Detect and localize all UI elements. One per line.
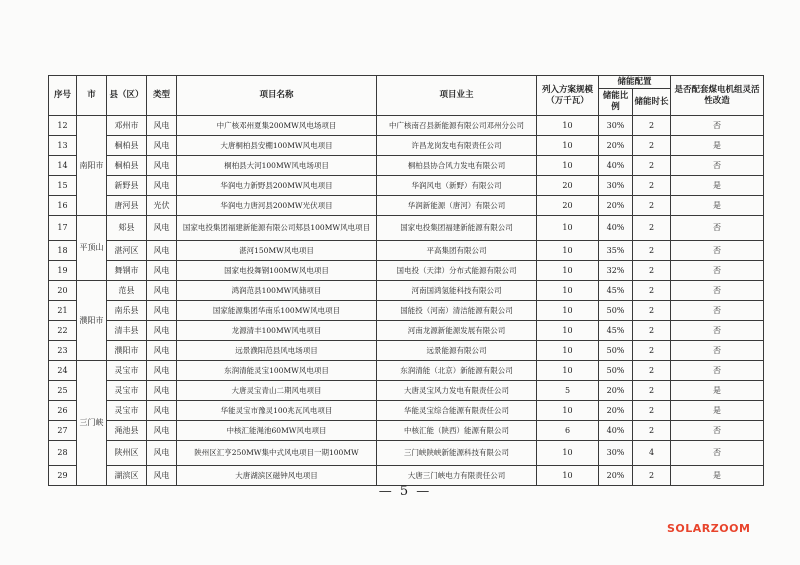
duration-cell: 2 [633,116,671,136]
type-cell: 风电 [147,421,177,441]
scale-cell: 5 [537,381,599,401]
table-row [49,401,764,421]
owner-cell: 中核汇能（陕西）能源有限公司 [377,421,537,441]
ratio-cell: 20% [599,196,633,216]
owner-cell: 平高集团有限公司 [377,241,537,261]
county-cell: 范县 [107,281,147,301]
table-row [49,261,764,281]
ratio-cell: 30% [599,116,633,136]
ratio-cell: 32% [599,261,633,281]
owner-cell: 河南龙源新能源发展有限公司 [377,321,537,341]
owner-cell: 大唐灵宝风力发电有限责任公司 [377,381,537,401]
county-cell: 灵宝市 [107,401,147,421]
header-coal: 是否配套煤电机组灵活性改造 [671,76,764,116]
county-cell: 湛河区 [107,241,147,261]
project-name-cell: 中核汇能渑池60MW风电项目 [177,421,377,441]
header-owner: 项目业主 [377,76,537,116]
project-name-cell: 大唐灵宝青山二期风电项目 [177,381,377,401]
city-cell: 三门峡 [77,361,107,486]
duration-cell: 2 [633,401,671,421]
seq-cell: 24 [49,361,77,381]
table-row [49,421,764,441]
county-cell: 郏县 [107,216,147,241]
ratio-cell: 30% [599,176,633,196]
scale-cell: 10 [537,281,599,301]
duration-cell: 2 [633,261,671,281]
project-name-cell: 国家能源集团华南乐100MW风电项目 [177,301,377,321]
type-cell: 光伏 [147,196,177,216]
scale-cell: 10 [537,241,599,261]
type-cell: 风电 [147,156,177,176]
type-cell: 风电 [147,281,177,301]
owner-cell: 华润风电（新野）有限公司 [377,176,537,196]
county-cell: 陕州区 [107,441,147,466]
project-name-cell: 远景濮阳范县风电场项目 [177,341,377,361]
table-row [49,216,764,241]
ratio-cell: 45% [599,281,633,301]
scale-cell: 10 [537,441,599,466]
duration-cell: 2 [633,421,671,441]
ratio-cell: 20% [599,466,633,486]
header-seq: 序号 [49,76,77,116]
duration-cell: 4 [633,441,671,466]
ratio-cell: 50% [599,301,633,321]
ratio-cell: 40% [599,216,633,241]
duration-cell: 2 [633,301,671,321]
type-cell: 风电 [147,401,177,421]
coal-cell: 否 [671,156,764,176]
owner-cell: 远景能源有限公司 [377,341,537,361]
scale-cell: 10 [537,401,599,421]
scale-cell: 10 [537,301,599,321]
coal-cell: 是 [671,381,764,401]
seq-cell: 15 [49,176,77,196]
project-name-cell: 大唐桐柏县安棚100MW风电项目 [177,136,377,156]
project-name-cell: 国家电投舞钢100MW风电项目 [177,261,377,281]
project-name-cell: 桐柏县大河100MW风电场项目 [177,156,377,176]
project-name-cell: 国家电投集团福建新能源有限公司郏县100MW风电项目 [177,216,377,241]
coal-cell: 是 [671,466,764,486]
type-cell: 风电 [147,361,177,381]
scale-cell: 10 [537,466,599,486]
duration-cell: 2 [633,241,671,261]
project-name-cell: 中广核邓州夏集200MW风电场项目 [177,116,377,136]
scale-cell: 10 [537,321,599,341]
scale-cell: 10 [537,341,599,361]
coal-cell: 是 [671,196,764,216]
coal-cell: 否 [671,341,764,361]
duration-cell: 2 [633,281,671,301]
project-name-cell: 龙源清丰100MW风电项目 [177,321,377,341]
page-number: — 5 — [378,484,432,499]
owner-cell: 华能灵宝综合能源有限责任公司 [377,401,537,421]
project-name-cell: 大唐湖滨区磁钟风电项目 [177,466,377,486]
ratio-cell: 35% [599,241,633,261]
scale-cell: 20 [537,196,599,216]
owner-cell: 华润新能源（唐河）有限公司 [377,196,537,216]
seq-cell: 20 [49,281,77,301]
owner-cell: 中广核南召县新能源有限公司邓州分公司 [377,116,537,136]
table-row [49,116,764,136]
owner-cell: 东润清能（北京）新能源有限公司 [377,361,537,381]
table-row [49,441,764,466]
table-row [49,341,764,361]
ratio-cell: 40% [599,421,633,441]
table-row [49,466,764,486]
table-row [49,156,764,176]
project-name-cell: 华能灵宝市豫灵100兆瓦风电项目 [177,401,377,421]
table-row [49,281,764,301]
ratio-cell: 40% [599,156,633,176]
ratio-cell: 50% [599,341,633,361]
county-cell: 舞钢市 [107,261,147,281]
coal-cell: 否 [671,421,764,441]
coal-cell: 否 [671,216,764,241]
type-cell: 风电 [147,341,177,361]
seq-cell: 16 [49,196,77,216]
seq-cell: 23 [49,341,77,361]
scale-cell: 10 [537,136,599,156]
coal-cell: 否 [671,361,764,381]
ratio-cell: 20% [599,381,633,401]
seq-cell: 22 [49,321,77,341]
owner-cell: 河南国鸿氢能科技有限公司 [377,281,537,301]
project-name-cell: 湛河150MW风电项目 [177,241,377,261]
table-row [49,196,764,216]
table-row [49,381,764,401]
scale-cell: 10 [537,216,599,241]
header-ratio: 储能比例 [599,89,633,116]
table-row [49,136,764,156]
duration-cell: 2 [633,196,671,216]
seq-cell: 27 [49,421,77,441]
header-scale: 列入方案规模（万千瓦） [537,76,599,116]
coal-cell: 否 [671,321,764,341]
county-cell: 邓州市 [107,116,147,136]
table-body [49,116,764,486]
seq-cell: 18 [49,241,77,261]
county-cell: 清丰县 [107,321,147,341]
project-name-cell: 华润电力唐河县200MW光伏项目 [177,196,377,216]
owner-cell: 国能投（河南）清洁能源有限公司 [377,301,537,321]
owner-cell: 大唐三门峡电力有限责任公司 [377,466,537,486]
duration-cell: 2 [633,361,671,381]
ratio-cell: 20% [599,401,633,421]
type-cell: 风电 [147,136,177,156]
owner-cell: 国电投（天津）分布式能源有限公司 [377,261,537,281]
county-cell: 灵宝市 [107,361,147,381]
coal-cell: 否 [671,261,764,281]
ratio-cell: 45% [599,321,633,341]
type-cell: 风电 [147,116,177,136]
type-cell: 风电 [147,301,177,321]
type-cell: 风电 [147,381,177,401]
duration-cell: 2 [633,136,671,156]
county-cell: 濮阳市 [107,341,147,361]
type-cell: 风电 [147,466,177,486]
owner-cell: 桐柏县协合风力发电有限公司 [377,156,537,176]
seq-cell: 14 [49,156,77,176]
project-table [48,75,764,486]
seq-cell: 29 [49,466,77,486]
coal-cell: 是 [671,136,764,156]
duration-cell: 2 [633,381,671,401]
coal-cell: 否 [671,241,764,261]
city-cell: 南阳市 [77,116,107,216]
coal-cell: 是 [671,401,764,421]
table-row [49,361,764,381]
header-county: 县（区） [107,76,147,116]
duration-cell: 2 [633,341,671,361]
seq-cell: 21 [49,301,77,321]
header-type: 类型 [147,76,177,116]
header-duration: 储能时长 [633,89,671,116]
project-name-cell: 华润电力新野县200MW风电项目 [177,176,377,196]
county-cell: 新野县 [107,176,147,196]
owner-cell: 许昌龙岗发电有限责任公司 [377,136,537,156]
type-cell: 风电 [147,241,177,261]
table-row [49,301,764,321]
seq-cell: 12 [49,116,77,136]
county-cell: 桐柏县 [107,156,147,176]
city-cell: 濮阳市 [77,281,107,361]
project-name-cell: 鸿润范县100MW风储项目 [177,281,377,301]
scale-cell: 10 [537,261,599,281]
owner-cell: 三门峡陕峡新能源科技有限公司 [377,441,537,466]
seq-cell: 19 [49,261,77,281]
duration-cell: 2 [633,176,671,196]
type-cell: 风电 [147,261,177,281]
type-cell: 风电 [147,176,177,196]
ratio-cell: 50% [599,361,633,381]
seq-cell: 17 [49,216,77,241]
county-cell: 南乐县 [107,301,147,321]
table-row [49,241,764,261]
seq-cell: 26 [49,401,77,421]
duration-cell: 2 [633,156,671,176]
table-row [49,321,764,341]
ratio-cell: 30% [599,441,633,466]
coal-cell: 是 [671,176,764,196]
county-cell: 灵宝市 [107,381,147,401]
seq-cell: 28 [49,441,77,466]
duration-cell: 2 [633,466,671,486]
scale-cell: 6 [537,421,599,441]
table-row [49,176,764,196]
county-cell: 渑池县 [107,421,147,441]
scale-cell: 10 [537,116,599,136]
watermark: SOLARZOOM [667,522,751,535]
scale-cell: 10 [537,361,599,381]
duration-cell: 2 [633,216,671,241]
county-cell: 湖滨区 [107,466,147,486]
header-storage: 储能配置 [599,76,671,89]
project-name-cell: 东润清能灵宝100MW风电项目 [177,361,377,381]
type-cell: 风电 [147,321,177,341]
coal-cell: 否 [671,301,764,321]
scale-cell: 10 [537,156,599,176]
coal-cell: 否 [671,116,764,136]
seq-cell: 13 [49,136,77,156]
city-cell: 平顶山 [77,216,107,281]
type-cell: 风电 [147,216,177,241]
header-city: 市 [77,76,107,116]
county-cell: 唐河县 [107,196,147,216]
county-cell: 桐柏县 [107,136,147,156]
duration-cell: 2 [633,321,671,341]
type-cell: 风电 [147,441,177,466]
seq-cell: 25 [49,381,77,401]
header-project: 项目名称 [177,76,377,116]
project-name-cell: 陕州区汇亨250MW集中式风电项目一期100MW [177,441,377,466]
coal-cell: 否 [671,281,764,301]
coal-cell: 否 [671,441,764,466]
scale-cell: 20 [537,176,599,196]
owner-cell: 国家电投集团福建新能源有限公司 [377,216,537,241]
ratio-cell: 20% [599,136,633,156]
